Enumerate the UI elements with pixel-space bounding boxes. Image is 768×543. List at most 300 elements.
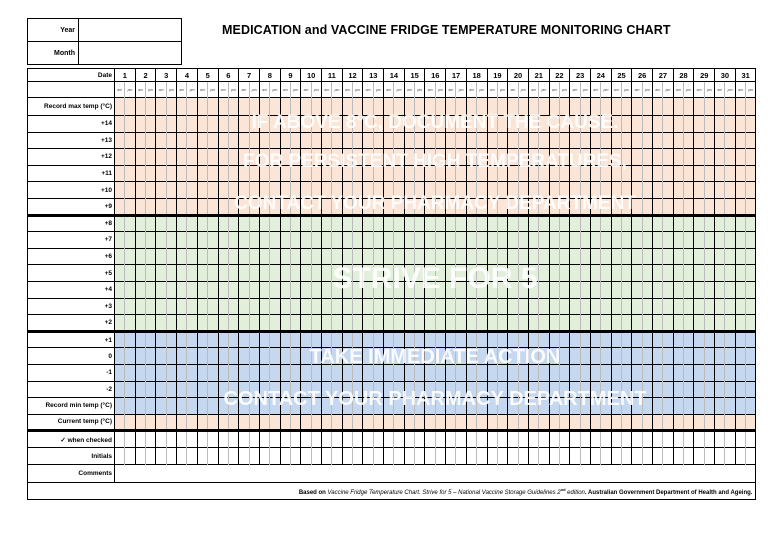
entry-cell[interactable] [228, 331, 238, 348]
entry-cell[interactable] [301, 381, 311, 398]
entry-cell[interactable] [508, 448, 518, 465]
entry-cell[interactable] [435, 381, 445, 398]
entry-cell[interactable] [177, 348, 187, 365]
entry-cell[interactable] [518, 398, 528, 415]
entry-cell[interactable] [746, 149, 756, 166]
entry-cell[interactable] [384, 281, 394, 298]
entry-cell[interactable] [394, 331, 404, 348]
entry-cell[interactable] [301, 198, 311, 215]
entry-cell[interactable] [642, 364, 652, 381]
entry-cell[interactable] [270, 149, 280, 166]
entry-cell[interactable] [611, 265, 621, 282]
entry-cell[interactable] [642, 248, 652, 265]
entry-cell[interactable] [456, 414, 466, 431]
entry-cell[interactable] [725, 248, 735, 265]
entry-cell[interactable] [621, 149, 631, 166]
entry-cell[interactable] [311, 265, 321, 282]
entry-cell[interactable] [528, 331, 538, 348]
entry-cell[interactable] [456, 281, 466, 298]
entry-cell[interactable] [508, 132, 518, 149]
entry-cell[interactable] [539, 232, 549, 249]
entry-cell[interactable] [156, 165, 166, 182]
entry-cell[interactable] [704, 232, 714, 249]
entry-cell[interactable] [373, 165, 383, 182]
entry-cell[interactable] [477, 232, 487, 249]
entry-cell[interactable] [239, 265, 249, 282]
entry-cell[interactable] [311, 132, 321, 149]
entry-cell[interactable] [508, 149, 518, 166]
entry-cell[interactable] [621, 348, 631, 365]
entry-cell[interactable] [735, 149, 745, 166]
entry-cell[interactable] [497, 132, 507, 149]
entry-cell[interactable] [187, 265, 197, 282]
entry-cell[interactable] [177, 116, 187, 133]
entry-cell[interactable] [642, 414, 652, 431]
entry-cell[interactable] [166, 98, 176, 116]
entry-cell[interactable] [435, 198, 445, 215]
entry-cell[interactable] [642, 381, 652, 398]
entry-cell[interactable] [694, 248, 704, 265]
entry-cell[interactable] [228, 116, 238, 133]
entry-cell[interactable] [673, 281, 683, 298]
entry-cell[interactable] [311, 149, 321, 166]
entry-cell[interactable] [280, 414, 290, 431]
entry-cell[interactable] [249, 232, 259, 249]
entry-cell[interactable] [228, 215, 238, 232]
entry-cell[interactable] [404, 298, 414, 315]
entry-cell[interactable] [684, 248, 694, 265]
entry-cell[interactable] [135, 149, 145, 166]
entry-cell[interactable] [487, 248, 497, 265]
entry-cell[interactable] [280, 381, 290, 398]
entry-cell[interactable] [746, 165, 756, 182]
entry-cell[interactable] [353, 116, 363, 133]
entry-cell[interactable] [487, 298, 497, 315]
entry-cell[interactable] [539, 431, 549, 448]
entry-cell[interactable] [373, 265, 383, 282]
entry-cell[interactable] [632, 315, 642, 332]
entry-cell[interactable] [704, 431, 714, 448]
entry-cell[interactable] [456, 198, 466, 215]
entry-cell[interactable] [663, 448, 673, 465]
entry-cell[interactable] [497, 98, 507, 116]
entry-cell[interactable] [704, 149, 714, 166]
entry-cell[interactable] [508, 116, 518, 133]
entry-cell[interactable] [477, 281, 487, 298]
entry-cell[interactable] [384, 165, 394, 182]
entry-cell[interactable] [228, 315, 238, 332]
entry-cell[interactable] [735, 331, 745, 348]
entry-cell[interactable] [653, 182, 663, 199]
entry-cell[interactable] [301, 315, 311, 332]
entry-cell[interactable] [570, 364, 580, 381]
entry-cell[interactable] [539, 248, 549, 265]
entry-cell[interactable] [208, 149, 218, 166]
entry-cell[interactable] [446, 414, 456, 431]
entry-cell[interactable] [301, 431, 311, 448]
entry-cell[interactable] [249, 116, 259, 133]
entry-cell[interactable] [135, 348, 145, 365]
entry-cell[interactable] [177, 215, 187, 232]
entry-cell[interactable] [290, 198, 300, 215]
entry-cell[interactable] [611, 364, 621, 381]
entry-cell[interactable] [435, 165, 445, 182]
entry-cell[interactable] [404, 248, 414, 265]
entry-cell[interactable] [332, 165, 342, 182]
entry-cell[interactable] [632, 448, 642, 465]
entry-cell[interactable] [435, 331, 445, 348]
entry-cell[interactable] [549, 281, 559, 298]
entry-cell[interactable] [580, 116, 590, 133]
entry-cell[interactable] [115, 149, 125, 166]
entry-cell[interactable] [539, 381, 549, 398]
entry-cell[interactable] [290, 398, 300, 415]
entry-cell[interactable] [259, 448, 269, 465]
entry-cell[interactable] [559, 132, 569, 149]
entry-cell[interactable] [715, 431, 725, 448]
entry-cell[interactable] [342, 215, 352, 232]
entry-cell[interactable] [353, 248, 363, 265]
entry-cell[interactable] [497, 381, 507, 398]
entry-cell[interactable] [290, 248, 300, 265]
entry-cell[interactable] [166, 248, 176, 265]
entry-cell[interactable] [280, 431, 290, 448]
entry-cell[interactable] [508, 182, 518, 199]
entry-cell[interactable] [559, 298, 569, 315]
month-field[interactable] [79, 42, 182, 65]
entry-cell[interactable] [621, 431, 631, 448]
entry-cell[interactable] [239, 448, 249, 465]
entry-cell[interactable] [384, 381, 394, 398]
entry-cell[interactable] [435, 116, 445, 133]
entry-cell[interactable] [570, 448, 580, 465]
entry-cell[interactable] [456, 149, 466, 166]
entry-cell[interactable] [373, 98, 383, 116]
entry-cell[interactable] [342, 165, 352, 182]
entry-cell[interactable] [715, 448, 725, 465]
entry-cell[interactable] [611, 215, 621, 232]
entry-cell[interactable] [290, 381, 300, 398]
entry-cell[interactable] [715, 165, 725, 182]
entry-cell[interactable] [632, 215, 642, 232]
entry-cell[interactable] [311, 165, 321, 182]
entry-cell[interactable] [518, 182, 528, 199]
entry-cell[interactable] [477, 215, 487, 232]
entry-cell[interactable] [404, 381, 414, 398]
entry-cell[interactable] [497, 149, 507, 166]
entry-cell[interactable] [177, 265, 187, 282]
entry-cell[interactable] [415, 248, 425, 265]
entry-cell[interactable] [725, 132, 735, 149]
entry-cell[interactable] [539, 448, 549, 465]
entry-cell[interactable] [487, 364, 497, 381]
entry-cell[interactable] [353, 348, 363, 365]
entry-cell[interactable] [125, 414, 135, 431]
entry-cell[interactable] [673, 182, 683, 199]
entry-cell[interactable] [373, 348, 383, 365]
entry-cell[interactable] [715, 248, 725, 265]
entry-cell[interactable] [363, 116, 373, 133]
entry-cell[interactable] [590, 281, 600, 298]
entry-cell[interactable] [342, 232, 352, 249]
entry-cell[interactable] [353, 364, 363, 381]
entry-cell[interactable] [208, 381, 218, 398]
entry-cell[interactable] [673, 198, 683, 215]
entry-cell[interactable] [125, 232, 135, 249]
entry-cell[interactable] [590, 215, 600, 232]
entry-cell[interactable] [590, 348, 600, 365]
entry-cell[interactable] [166, 132, 176, 149]
entry-cell[interactable] [580, 431, 590, 448]
entry-cell[interactable] [570, 98, 580, 116]
entry-cell[interactable] [508, 315, 518, 332]
entry-cell[interactable] [166, 149, 176, 166]
entry-cell[interactable] [125, 281, 135, 298]
entry-cell[interactable] [715, 414, 725, 431]
entry-cell[interactable] [384, 232, 394, 249]
entry-cell[interactable] [187, 182, 197, 199]
entry-cell[interactable] [156, 448, 166, 465]
entry-cell[interactable] [125, 116, 135, 133]
entry-cell[interactable] [518, 331, 528, 348]
entry-cell[interactable] [549, 132, 559, 149]
entry-cell[interactable] [115, 116, 125, 133]
entry-cell[interactable] [663, 331, 673, 348]
entry-cell[interactable] [322, 364, 332, 381]
entry-cell[interactable] [239, 98, 249, 116]
entry-cell[interactable] [549, 265, 559, 282]
entry-cell[interactable] [415, 448, 425, 465]
entry-cell[interactable] [663, 182, 673, 199]
entry-cell[interactable] [218, 315, 228, 332]
entry-cell[interactable] [239, 281, 249, 298]
entry-cell[interactable] [363, 232, 373, 249]
entry-cell[interactable] [197, 198, 207, 215]
entry-cell[interactable] [384, 431, 394, 448]
entry-cell[interactable] [621, 182, 631, 199]
entry-cell[interactable] [187, 281, 197, 298]
entry-cell[interactable] [156, 364, 166, 381]
entry-cell[interactable] [694, 448, 704, 465]
entry-cell[interactable] [435, 248, 445, 265]
entry-cell[interactable] [135, 165, 145, 182]
entry-cell[interactable] [632, 232, 642, 249]
entry-cell[interactable] [497, 331, 507, 348]
entry-cell[interactable] [601, 149, 611, 166]
entry-cell[interactable] [725, 232, 735, 249]
entry-cell[interactable] [239, 132, 249, 149]
entry-cell[interactable] [694, 414, 704, 431]
entry-cell[interactable] [632, 364, 642, 381]
entry-cell[interactable] [590, 431, 600, 448]
entry-cell[interactable] [373, 215, 383, 232]
entry-cell[interactable] [559, 448, 569, 465]
entry-cell[interactable] [384, 265, 394, 282]
entry-cell[interactable] [187, 381, 197, 398]
entry-cell[interactable] [239, 182, 249, 199]
entry-cell[interactable] [425, 232, 435, 249]
entry-cell[interactable] [301, 348, 311, 365]
entry-cell[interactable] [197, 298, 207, 315]
entry-cell[interactable] [425, 348, 435, 365]
entry-cell[interactable] [218, 182, 228, 199]
entry-cell[interactable] [673, 348, 683, 365]
entry-cell[interactable] [373, 232, 383, 249]
entry-cell[interactable] [146, 331, 156, 348]
entry-cell[interactable] [404, 165, 414, 182]
entry-cell[interactable] [528, 448, 538, 465]
entry-cell[interactable] [404, 232, 414, 249]
entry-cell[interactable] [601, 215, 611, 232]
entry-cell[interactable] [528, 364, 538, 381]
entry-cell[interactable] [259, 132, 269, 149]
entry-cell[interactable] [415, 414, 425, 431]
entry-cell[interactable] [694, 215, 704, 232]
entry-cell[interactable] [363, 182, 373, 199]
entry-cell[interactable] [725, 448, 735, 465]
entry-cell[interactable] [497, 198, 507, 215]
entry-cell[interactable] [187, 215, 197, 232]
entry-cell[interactable] [725, 298, 735, 315]
entry-cell[interactable] [746, 198, 756, 215]
entry-cell[interactable] [518, 265, 528, 282]
entry-cell[interactable] [146, 398, 156, 415]
entry-cell[interactable] [311, 381, 321, 398]
entry-cell[interactable] [725, 265, 735, 282]
entry-cell[interactable] [725, 116, 735, 133]
entry-cell[interactable] [270, 116, 280, 133]
entry-cell[interactable] [146, 98, 156, 116]
entry-cell[interactable] [580, 348, 590, 365]
entry-cell[interactable] [166, 381, 176, 398]
entry-cell[interactable] [394, 198, 404, 215]
entry-cell[interactable] [197, 165, 207, 182]
entry-cell[interactable] [384, 331, 394, 348]
entry-cell[interactable] [570, 431, 580, 448]
entry-cell[interactable] [549, 364, 559, 381]
entry-cell[interactable] [528, 198, 538, 215]
entry-cell[interactable] [125, 149, 135, 166]
entry-cell[interactable] [125, 198, 135, 215]
entry-cell[interactable] [487, 381, 497, 398]
entry-cell[interactable] [166, 414, 176, 431]
entry-cell[interactable] [322, 431, 332, 448]
entry-cell[interactable] [518, 448, 528, 465]
entry-cell[interactable] [146, 281, 156, 298]
entry-cell[interactable] [435, 414, 445, 431]
entry-cell[interactable] [373, 315, 383, 332]
entry-cell[interactable] [497, 315, 507, 332]
entry-cell[interactable] [611, 381, 621, 398]
entry-cell[interactable] [570, 281, 580, 298]
entry-cell[interactable] [322, 298, 332, 315]
entry-cell[interactable] [508, 248, 518, 265]
entry-cell[interactable] [446, 348, 456, 365]
entry-cell[interactable] [477, 315, 487, 332]
entry-cell[interactable] [725, 414, 735, 431]
entry-cell[interactable] [208, 348, 218, 365]
entry-cell[interactable] [342, 331, 352, 348]
entry-cell[interactable] [735, 215, 745, 232]
entry-cell[interactable] [725, 398, 735, 415]
entry-cell[interactable] [497, 248, 507, 265]
entry-cell[interactable] [735, 281, 745, 298]
entry-cell[interactable] [290, 265, 300, 282]
entry-cell[interactable] [228, 348, 238, 365]
entry-cell[interactable] [290, 215, 300, 232]
entry-cell[interactable] [218, 431, 228, 448]
entry-cell[interactable] [559, 331, 569, 348]
entry-cell[interactable] [435, 398, 445, 415]
entry-cell[interactable] [156, 331, 166, 348]
entry-cell[interactable] [580, 182, 590, 199]
entry-cell[interactable] [539, 414, 549, 431]
entry-cell[interactable] [632, 98, 642, 116]
entry-cell[interactable] [601, 448, 611, 465]
entry-cell[interactable] [425, 215, 435, 232]
entry-cell[interactable] [384, 98, 394, 116]
entry-cell[interactable] [280, 149, 290, 166]
entry-cell[interactable] [601, 315, 611, 332]
entry-cell[interactable] [301, 281, 311, 298]
entry-cell[interactable] [508, 431, 518, 448]
entry-cell[interactable] [404, 364, 414, 381]
entry-cell[interactable] [715, 149, 725, 166]
entry-cell[interactable] [115, 98, 125, 116]
entry-cell[interactable] [394, 414, 404, 431]
entry-cell[interactable] [725, 98, 735, 116]
entry-cell[interactable] [342, 265, 352, 282]
entry-cell[interactable] [621, 165, 631, 182]
entry-cell[interactable] [322, 348, 332, 365]
entry-cell[interactable] [125, 98, 135, 116]
entry-cell[interactable] [363, 98, 373, 116]
entry-cell[interactable] [270, 315, 280, 332]
entry-cell[interactable] [239, 248, 249, 265]
entry-cell[interactable] [580, 98, 590, 116]
entry-cell[interactable] [632, 182, 642, 199]
entry-cell[interactable] [653, 398, 663, 415]
entry-cell[interactable] [477, 149, 487, 166]
entry-cell[interactable] [425, 265, 435, 282]
entry-cell[interactable] [642, 265, 652, 282]
entry-cell[interactable] [311, 182, 321, 199]
entry-cell[interactable] [270, 281, 280, 298]
entry-cell[interactable] [715, 116, 725, 133]
entry-cell[interactable] [332, 198, 342, 215]
entry-cell[interactable] [446, 132, 456, 149]
entry-cell[interactable] [580, 315, 590, 332]
entry-cell[interactable] [632, 431, 642, 448]
entry-cell[interactable] [477, 331, 487, 348]
entry-cell[interactable] [694, 331, 704, 348]
entry-cell[interactable] [456, 348, 466, 365]
entry-cell[interactable] [280, 165, 290, 182]
entry-cell[interactable] [218, 165, 228, 182]
entry-cell[interactable] [115, 348, 125, 365]
entry-cell[interactable] [394, 448, 404, 465]
entry-cell[interactable] [259, 198, 269, 215]
entry-cell[interactable] [197, 149, 207, 166]
entry-cell[interactable] [187, 414, 197, 431]
entry-cell[interactable] [642, 281, 652, 298]
entry-cell[interactable] [208, 165, 218, 182]
entry-cell[interactable] [704, 298, 714, 315]
entry-cell[interactable] [663, 431, 673, 448]
entry-cell[interactable] [673, 331, 683, 348]
entry-cell[interactable] [332, 215, 342, 232]
entry-cell[interactable] [135, 364, 145, 381]
